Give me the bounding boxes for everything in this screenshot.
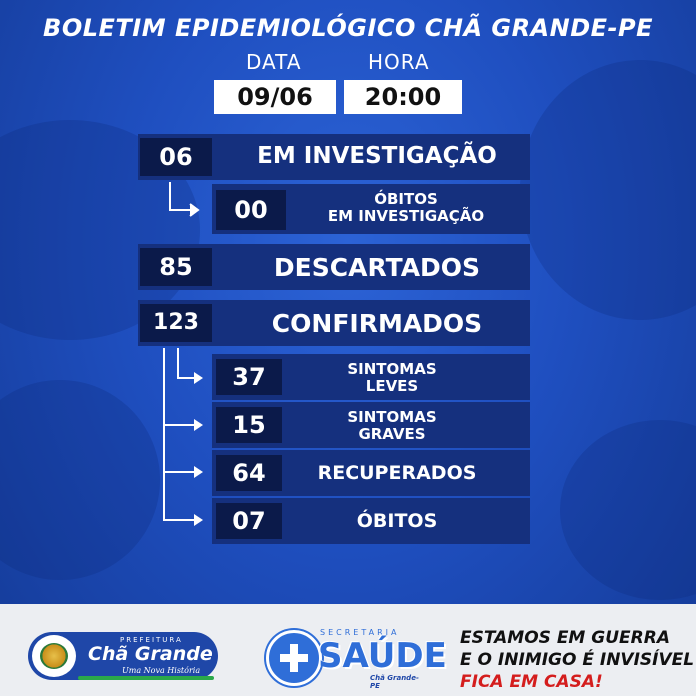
time-value: 20:00	[344, 80, 462, 114]
mild-count: 37	[216, 359, 282, 395]
severe-label-line2: GRAVES	[358, 425, 426, 443]
severe-count: 15	[216, 407, 282, 443]
recovered-label: RECUPERADOS	[317, 462, 477, 484]
plus-icon	[266, 630, 322, 686]
confirmed-label: CONFIRMADOS	[271, 309, 483, 338]
arrow-head-icons	[194, 372, 203, 526]
secretaria-city: Chã Grande-PE	[370, 674, 419, 690]
page-title: BOLETIM EPIDEMIOLÓGICO CHÃ GRANDE-PE	[43, 14, 653, 42]
secretaria-top: SECRETARIA	[320, 628, 400, 637]
discarded-count: 85	[140, 248, 212, 286]
logo-stripe	[78, 676, 214, 680]
prefeitura-logo	[28, 632, 218, 680]
time-label: HORA	[368, 50, 430, 74]
deaths-investigation-label-line1: ÓBITOS	[374, 190, 438, 208]
slogan-line2: E O INIMIGO É INVISÍVEL	[460, 650, 695, 670]
crest-icon	[32, 635, 76, 677]
confirmed-count: 123	[140, 304, 212, 342]
prefeitura-tagline: Uma Nova História	[122, 666, 201, 675]
secretaria-saude-logo	[266, 626, 447, 690]
background-blob	[520, 60, 696, 320]
deaths-investigation-count: 00	[216, 190, 286, 230]
prefeitura-top: PREFEITURA	[120, 636, 183, 644]
recovered-count: 64	[216, 455, 282, 491]
deaths-label: ÓBITOS	[356, 510, 438, 532]
date-value: 09/06	[214, 80, 336, 114]
deaths-count: 07	[216, 503, 282, 539]
background-blob	[0, 380, 160, 580]
prefeitura-name: Chã Grande	[88, 643, 213, 665]
deaths-investigation-label-line2: EM INVESTIGAÇÃO	[327, 207, 485, 225]
mild-label-line1: SINTOMAS	[347, 360, 437, 378]
severe-label-line1: SINTOMAS	[347, 408, 437, 426]
secretaria-name: SAÚDE	[318, 636, 447, 676]
slogan-line3: FICA EM CASA!	[460, 672, 603, 692]
background-blob	[560, 420, 696, 600]
date-label: DATA	[246, 50, 302, 74]
arrow-right-icon	[164, 348, 200, 520]
mild-label-line2: LEVES	[365, 377, 419, 395]
investigation-count: 06	[140, 138, 212, 176]
discarded-label: DESCARTADOS	[273, 253, 481, 282]
investigation-label: EM INVESTIGAÇÃO	[257, 143, 497, 169]
slogan-line1: ESTAMOS EM GUERRA	[460, 628, 670, 648]
